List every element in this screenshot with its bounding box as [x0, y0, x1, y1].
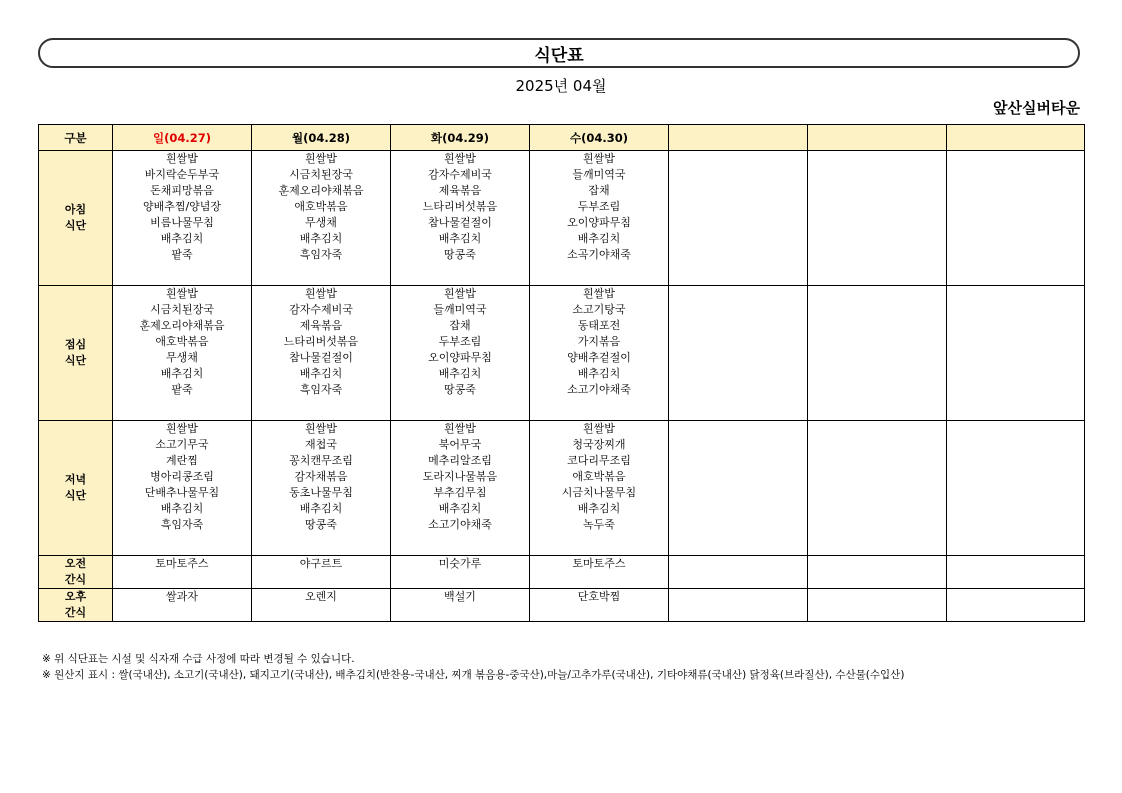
meal-cell [669, 286, 808, 421]
meal-cell [391, 151, 530, 286]
meal-cell [947, 286, 1085, 421]
menu-item: 흰쌀밥 [583, 287, 615, 300]
menu-item: 훈제오리야채볶음 [139, 319, 225, 332]
menu-item: 느타리버섯볶음 [422, 200, 498, 213]
menu-item: 제육볶음 [438, 184, 482, 197]
menu-item: 배추김치 [577, 367, 621, 380]
snack-cell: 야구르트 [252, 556, 391, 589]
menu-item: 배추김치 [160, 232, 204, 245]
menu-item: 가지볶음 [577, 335, 621, 348]
day-header [669, 125, 808, 151]
menu-item: 감자수제비국 [428, 168, 492, 181]
menu-item: 양배추겉절이 [567, 351, 631, 364]
menu-item: 참나물겉절이 [289, 351, 353, 364]
row-label-line: 점심 [64, 338, 87, 351]
menu-item: 흰쌀밥 [583, 152, 615, 165]
menu-item: 소고기무국 [155, 438, 209, 451]
note-line: ※ 원산지 표시 : 쌀(국내산), 소고기(국내산), 돼지고기(국내산), 배추김치(반찬용-국내산, 찌개 볶음용-중국산),마늘/고추가루(국내산), 기타야채류(국내산) 닭정육(브라질산), 수산물(수입산) [42, 669, 905, 681]
snack-cell: 오렌지 [252, 589, 391, 622]
row-label-line: 아침 [64, 203, 87, 216]
snack-cell [669, 556, 808, 589]
menu-item: 땅콩죽 [444, 248, 476, 261]
meal-cell [669, 151, 808, 286]
menu-item: 애호박볶음 [155, 335, 209, 348]
snack-cell: 쌀과자 [113, 589, 252, 622]
snack-cell [808, 556, 947, 589]
menu-item: 바지락순두부국 [144, 168, 220, 181]
pm-snack-row [39, 589, 1085, 622]
menu-item: 감자수제비국 [289, 303, 353, 316]
menu-item: 병아리콩조림 [150, 470, 214, 483]
meal-cell [113, 286, 252, 421]
menu-item: 들깨미역국 [433, 303, 487, 316]
row-label-line: 식단 [64, 489, 87, 502]
menu-item: 재첩국 [305, 438, 337, 451]
menu-item: 배추김치 [299, 232, 343, 245]
menu-item: 꽁치캔무조림 [289, 454, 353, 467]
row-label [39, 421, 113, 556]
corner-cell: 구분 [39, 125, 113, 151]
menu-item: 흰쌀밥 [305, 287, 337, 300]
menu-item: 흰쌀밥 [444, 422, 476, 435]
row-label-line: 오후 [64, 590, 87, 603]
meal-cell [530, 286, 669, 421]
row-label-line: 간식 [64, 606, 87, 619]
menu-item: 흰쌀밥 [166, 152, 198, 165]
menu-item: 흰쌀밥 [305, 152, 337, 165]
menu-item: 느타리버섯볶음 [283, 335, 359, 348]
menu-item: 배추김치 [160, 502, 204, 515]
meal-cell [252, 286, 391, 421]
meal-cell [808, 421, 947, 556]
menu-item: 배추김치 [577, 502, 621, 515]
menu-table [38, 124, 1085, 622]
menu-item: 배추김치 [577, 232, 621, 245]
menu-item: 흰쌀밥 [444, 152, 476, 165]
day-header [947, 125, 1085, 151]
menu-item: 팥죽 [171, 248, 193, 261]
meal-cell [252, 421, 391, 556]
breakfast-row [39, 151, 1085, 286]
menu-item: 배추김치 [299, 502, 343, 515]
day-header: 화(04.29) [391, 125, 530, 151]
month-label: 2025년 04월 [515, 77, 607, 95]
menu-item: 애호박볶음 [294, 200, 348, 213]
snack-cell: 토마토주스 [113, 556, 252, 589]
menu-item: 오이양파무침 [567, 216, 631, 229]
meal-cell [669, 421, 808, 556]
row-label-line: 식단 [64, 354, 87, 367]
menu-item: 비름나물무침 [150, 216, 214, 229]
row-label [39, 589, 113, 622]
header-row [39, 125, 1085, 151]
menu-item: 배추김치 [438, 367, 482, 380]
meal-cell [947, 151, 1085, 286]
menu-item: 배추김치 [438, 232, 482, 245]
menu-item: 참나물겉절이 [428, 216, 492, 229]
menu-item: 배추김치 [160, 367, 204, 380]
notes [42, 651, 904, 683]
snack-cell: 미숫가루 [391, 556, 530, 589]
am-snack-row [39, 556, 1085, 589]
snack-cell: 토마토주스 [530, 556, 669, 589]
menu-item: 소고기야채죽 [567, 383, 631, 396]
day-header [808, 125, 947, 151]
organization-name: 앞산실버타운 [993, 99, 1080, 117]
meal-cell [808, 151, 947, 286]
row-label-line: 저녁 [64, 473, 87, 486]
menu-item: 메추리알조림 [428, 454, 492, 467]
meal-cell [113, 421, 252, 556]
menu-item: 두부조림 [577, 200, 621, 213]
menu-item: 시금치된장국 [150, 303, 214, 316]
menu-item: 흰쌀밥 [583, 422, 615, 435]
menu-item: 흰쌀밥 [444, 287, 476, 300]
menu-item: 들깨미역국 [572, 168, 626, 181]
meal-cell [113, 151, 252, 286]
note-line: ※ 위 식단표는 시설 및 식자재 수급 사정에 따라 변경될 수 있습니다. [42, 653, 355, 665]
meal-cell [252, 151, 391, 286]
menu-item: 흰쌀밥 [305, 422, 337, 435]
menu-item: 소고기야채죽 [428, 518, 492, 531]
menu-item: 감자채볶음 [294, 470, 348, 483]
dinner-row [39, 421, 1085, 556]
menu-item: 잡채 [449, 319, 471, 332]
snack-cell: 백설기 [391, 589, 530, 622]
row-label [39, 151, 113, 286]
lunch-row [39, 286, 1085, 421]
menu-item: 양배추찜/양념장 [142, 200, 222, 213]
menu-item: 흑임자죽 [160, 518, 204, 531]
snack-cell: 단호박찜 [530, 589, 669, 622]
menu-item: 두부조림 [438, 335, 482, 348]
menu-item: 흰쌀밥 [166, 422, 198, 435]
menu-item: 흰쌀밥 [166, 287, 198, 300]
menu-item: 팥죽 [171, 383, 193, 396]
menu-item: 청국장찌개 [572, 438, 626, 451]
snack-cell [669, 589, 808, 622]
menu-item: 소곡기야채죽 [567, 248, 631, 261]
row-label-line: 식단 [64, 219, 87, 232]
menu-item: 훈제오리야채볶음 [278, 184, 364, 197]
meal-cell [530, 151, 669, 286]
day-header: 수(04.30) [530, 125, 669, 151]
menu-item: 무생채 [305, 216, 337, 229]
meal-cell [530, 421, 669, 556]
menu-item: 소고기탕국 [572, 303, 626, 316]
menu-item: 배추김치 [438, 502, 482, 515]
menu-item: 잡채 [588, 184, 610, 197]
page-title-text: 식단표 [534, 45, 584, 66]
menu-item: 북어무국 [438, 438, 482, 451]
row-label [39, 556, 113, 589]
menu-item: 배추김치 [299, 367, 343, 380]
meal-cell [947, 421, 1085, 556]
row-label-line: 오전 [64, 557, 87, 570]
menu-item: 돈채피망볶음 [150, 184, 214, 197]
menu-item: 녹두죽 [583, 518, 615, 531]
day-header: 일(04.27) [113, 125, 252, 151]
menu-item: 제육볶음 [299, 319, 343, 332]
menu-item: 흑임자죽 [299, 383, 343, 396]
snack-cell [947, 556, 1085, 589]
meal-cell [391, 421, 530, 556]
page-title [38, 38, 1080, 68]
menu-item: 흑임자죽 [299, 248, 343, 261]
menu-item: 부추김무침 [433, 486, 487, 499]
menu-item: 무생채 [166, 351, 198, 364]
row-label-line: 간식 [64, 573, 87, 586]
snack-cell [808, 589, 947, 622]
menu-item: 동태포전 [577, 319, 621, 332]
row-label [39, 286, 113, 421]
day-header: 월(04.28) [252, 125, 391, 151]
menu-item: 계란찜 [166, 454, 198, 467]
menu-item: 땅콩죽 [444, 383, 476, 396]
meal-cell [391, 286, 530, 421]
menu-item: 코다리무조림 [567, 454, 631, 467]
menu-item: 오이양파무침 [428, 351, 492, 364]
menu-item: 단배추나물무침 [144, 486, 220, 499]
snack-cell [947, 589, 1085, 622]
menu-item: 도라지나물볶음 [422, 470, 498, 483]
menu-item: 애호박볶음 [572, 470, 626, 483]
menu-item: 시금치나물무침 [561, 486, 637, 499]
menu-item: 땅콩죽 [305, 518, 337, 531]
menu-item: 시금치된장국 [289, 168, 353, 181]
meal-cell [808, 286, 947, 421]
menu-item: 동초나물무침 [289, 486, 353, 499]
